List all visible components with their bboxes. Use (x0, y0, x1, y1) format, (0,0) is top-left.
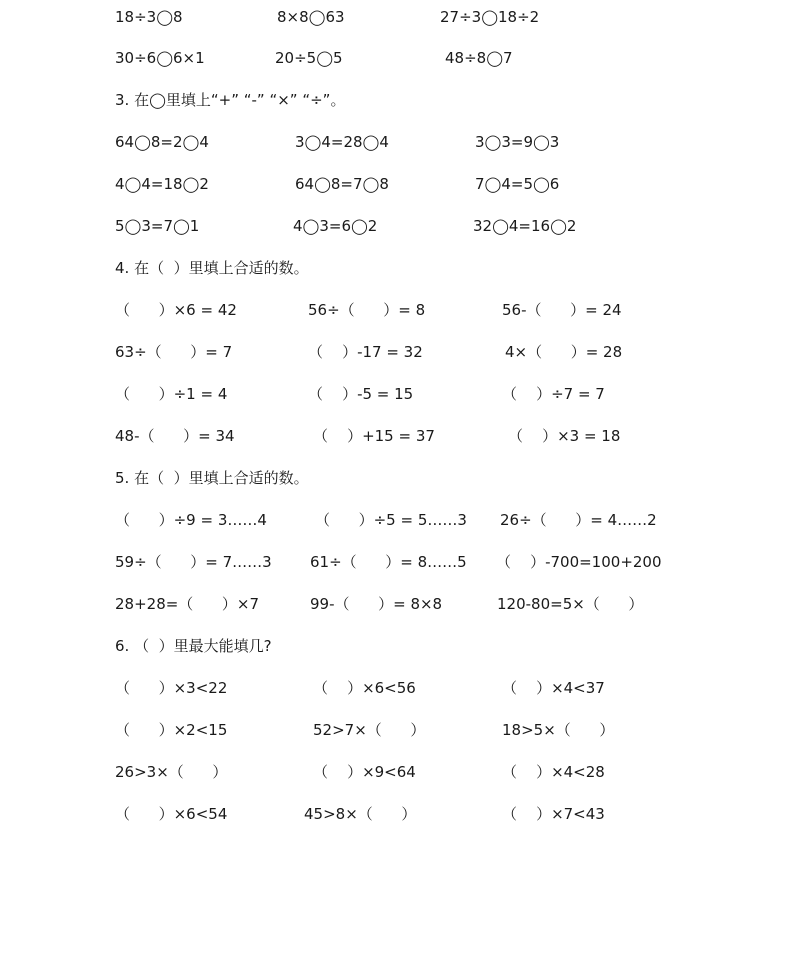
problem-row (0, 383, 794, 405)
problem-item: 4◯4=18◯2 (115, 175, 209, 193)
problem-item: （ ）×9<64 (313, 763, 416, 781)
problem-item: （ ）×4<37 (502, 679, 605, 697)
problem-item: 8×8◯63 (277, 8, 345, 26)
problem-item: （ ）÷1 = 4 (115, 385, 228, 403)
problem-item: 48÷8◯7 (445, 49, 513, 67)
problem-item: （ ）+15 = 37 (313, 427, 435, 445)
problem-row (0, 509, 794, 531)
problem-item: 99-（ ）= 8×8 (310, 595, 443, 613)
problem-item: （ ）×6<54 (115, 805, 228, 823)
problem-item: （ ）÷7 = 7 (502, 385, 605, 403)
problem-item: 61÷（ ）= 8……5 (310, 553, 467, 571)
section-heading: 5. 在（ ）里填上合适的数。 (115, 469, 309, 487)
problem-item: 18>5×（ ） (502, 721, 615, 739)
problem-item: （ ）×7<43 (502, 805, 605, 823)
problem-item: 56÷（ ）= 8 (308, 301, 426, 319)
problem-row (0, 6, 794, 28)
problem-item: 63÷（ ）= 7 (115, 343, 233, 361)
problem-item: 59÷（ ）= 7……3 (115, 553, 272, 571)
problem-item: （ ）÷9 = 3……4 (115, 511, 267, 529)
problem-row (0, 677, 794, 699)
problem-item: 4×（ ）= 28 (505, 343, 623, 361)
section-heading-row (0, 89, 794, 111)
problem-item: 28+28=（ ）×7 (115, 595, 260, 613)
problem-row (0, 803, 794, 825)
section-heading-row (0, 635, 794, 657)
problem-row (0, 719, 794, 741)
problem-item: 3◯4=28◯4 (295, 133, 389, 151)
problem-item: （ ）-700=100+200 (496, 553, 662, 571)
problem-item: 4◯3=6◯2 (293, 217, 378, 235)
problem-item: 64◯8=7◯8 (295, 175, 389, 193)
problem-item: 120-80=5×（ ） (497, 595, 644, 613)
problem-item: （ ）×3 = 18 (508, 427, 621, 445)
problem-row (0, 551, 794, 573)
section-heading-row (0, 257, 794, 279)
problem-item: （ ）×2<15 (115, 721, 228, 739)
problem-item: 30÷6◯6×1 (115, 49, 205, 67)
problem-item: （ ）×4<28 (502, 763, 605, 781)
section-heading: 4. 在（ ）里填上合适的数。 (115, 259, 309, 277)
problem-item: 45>8×（ ） (304, 805, 417, 823)
problem-row (0, 299, 794, 321)
problem-item: （ ）×3<22 (115, 679, 228, 697)
problem-item: （ ）-5 = 15 (308, 385, 414, 403)
problem-item: 26÷（ ）= 4……2 (500, 511, 657, 529)
problem-row (0, 173, 794, 195)
problem-item: 3◯3=9◯3 (475, 133, 560, 151)
problem-item: 26>3×（ ） (115, 763, 228, 781)
problem-item: （ ）×6<56 (313, 679, 416, 697)
problem-item: 52>7×（ ） (313, 721, 426, 739)
problem-item: 48-（ ）= 34 (115, 427, 235, 445)
problem-row (0, 593, 794, 615)
problem-row (0, 131, 794, 153)
problem-item: 56-（ ）= 24 (502, 301, 622, 319)
problem-item: 18÷3◯8 (115, 8, 183, 26)
problem-item: 5◯3=7◯1 (115, 217, 200, 235)
section-heading: 6. （ ）里最大能填几? (115, 637, 272, 655)
problem-item: 20÷5◯5 (275, 49, 343, 67)
problem-row (0, 761, 794, 783)
problem-row (0, 215, 794, 237)
section-heading: 3. 在◯里填上“+” “-” “×” “÷”。 (115, 91, 346, 109)
problem-row (0, 47, 794, 69)
problem-item: 7◯4=5◯6 (475, 175, 560, 193)
problem-row (0, 341, 794, 363)
problem-item: （ ）×6 = 42 (115, 301, 237, 319)
section-heading-row (0, 467, 794, 489)
problem-item: 64◯8=2◯4 (115, 133, 209, 151)
problem-row (0, 425, 794, 447)
problem-item: 27÷3◯18÷2 (440, 8, 540, 26)
problem-item: （ ）-17 = 32 (308, 343, 423, 361)
problem-item: 32◯4=16◯2 (473, 217, 577, 235)
problem-item: （ ）÷5 = 5……3 (315, 511, 467, 529)
